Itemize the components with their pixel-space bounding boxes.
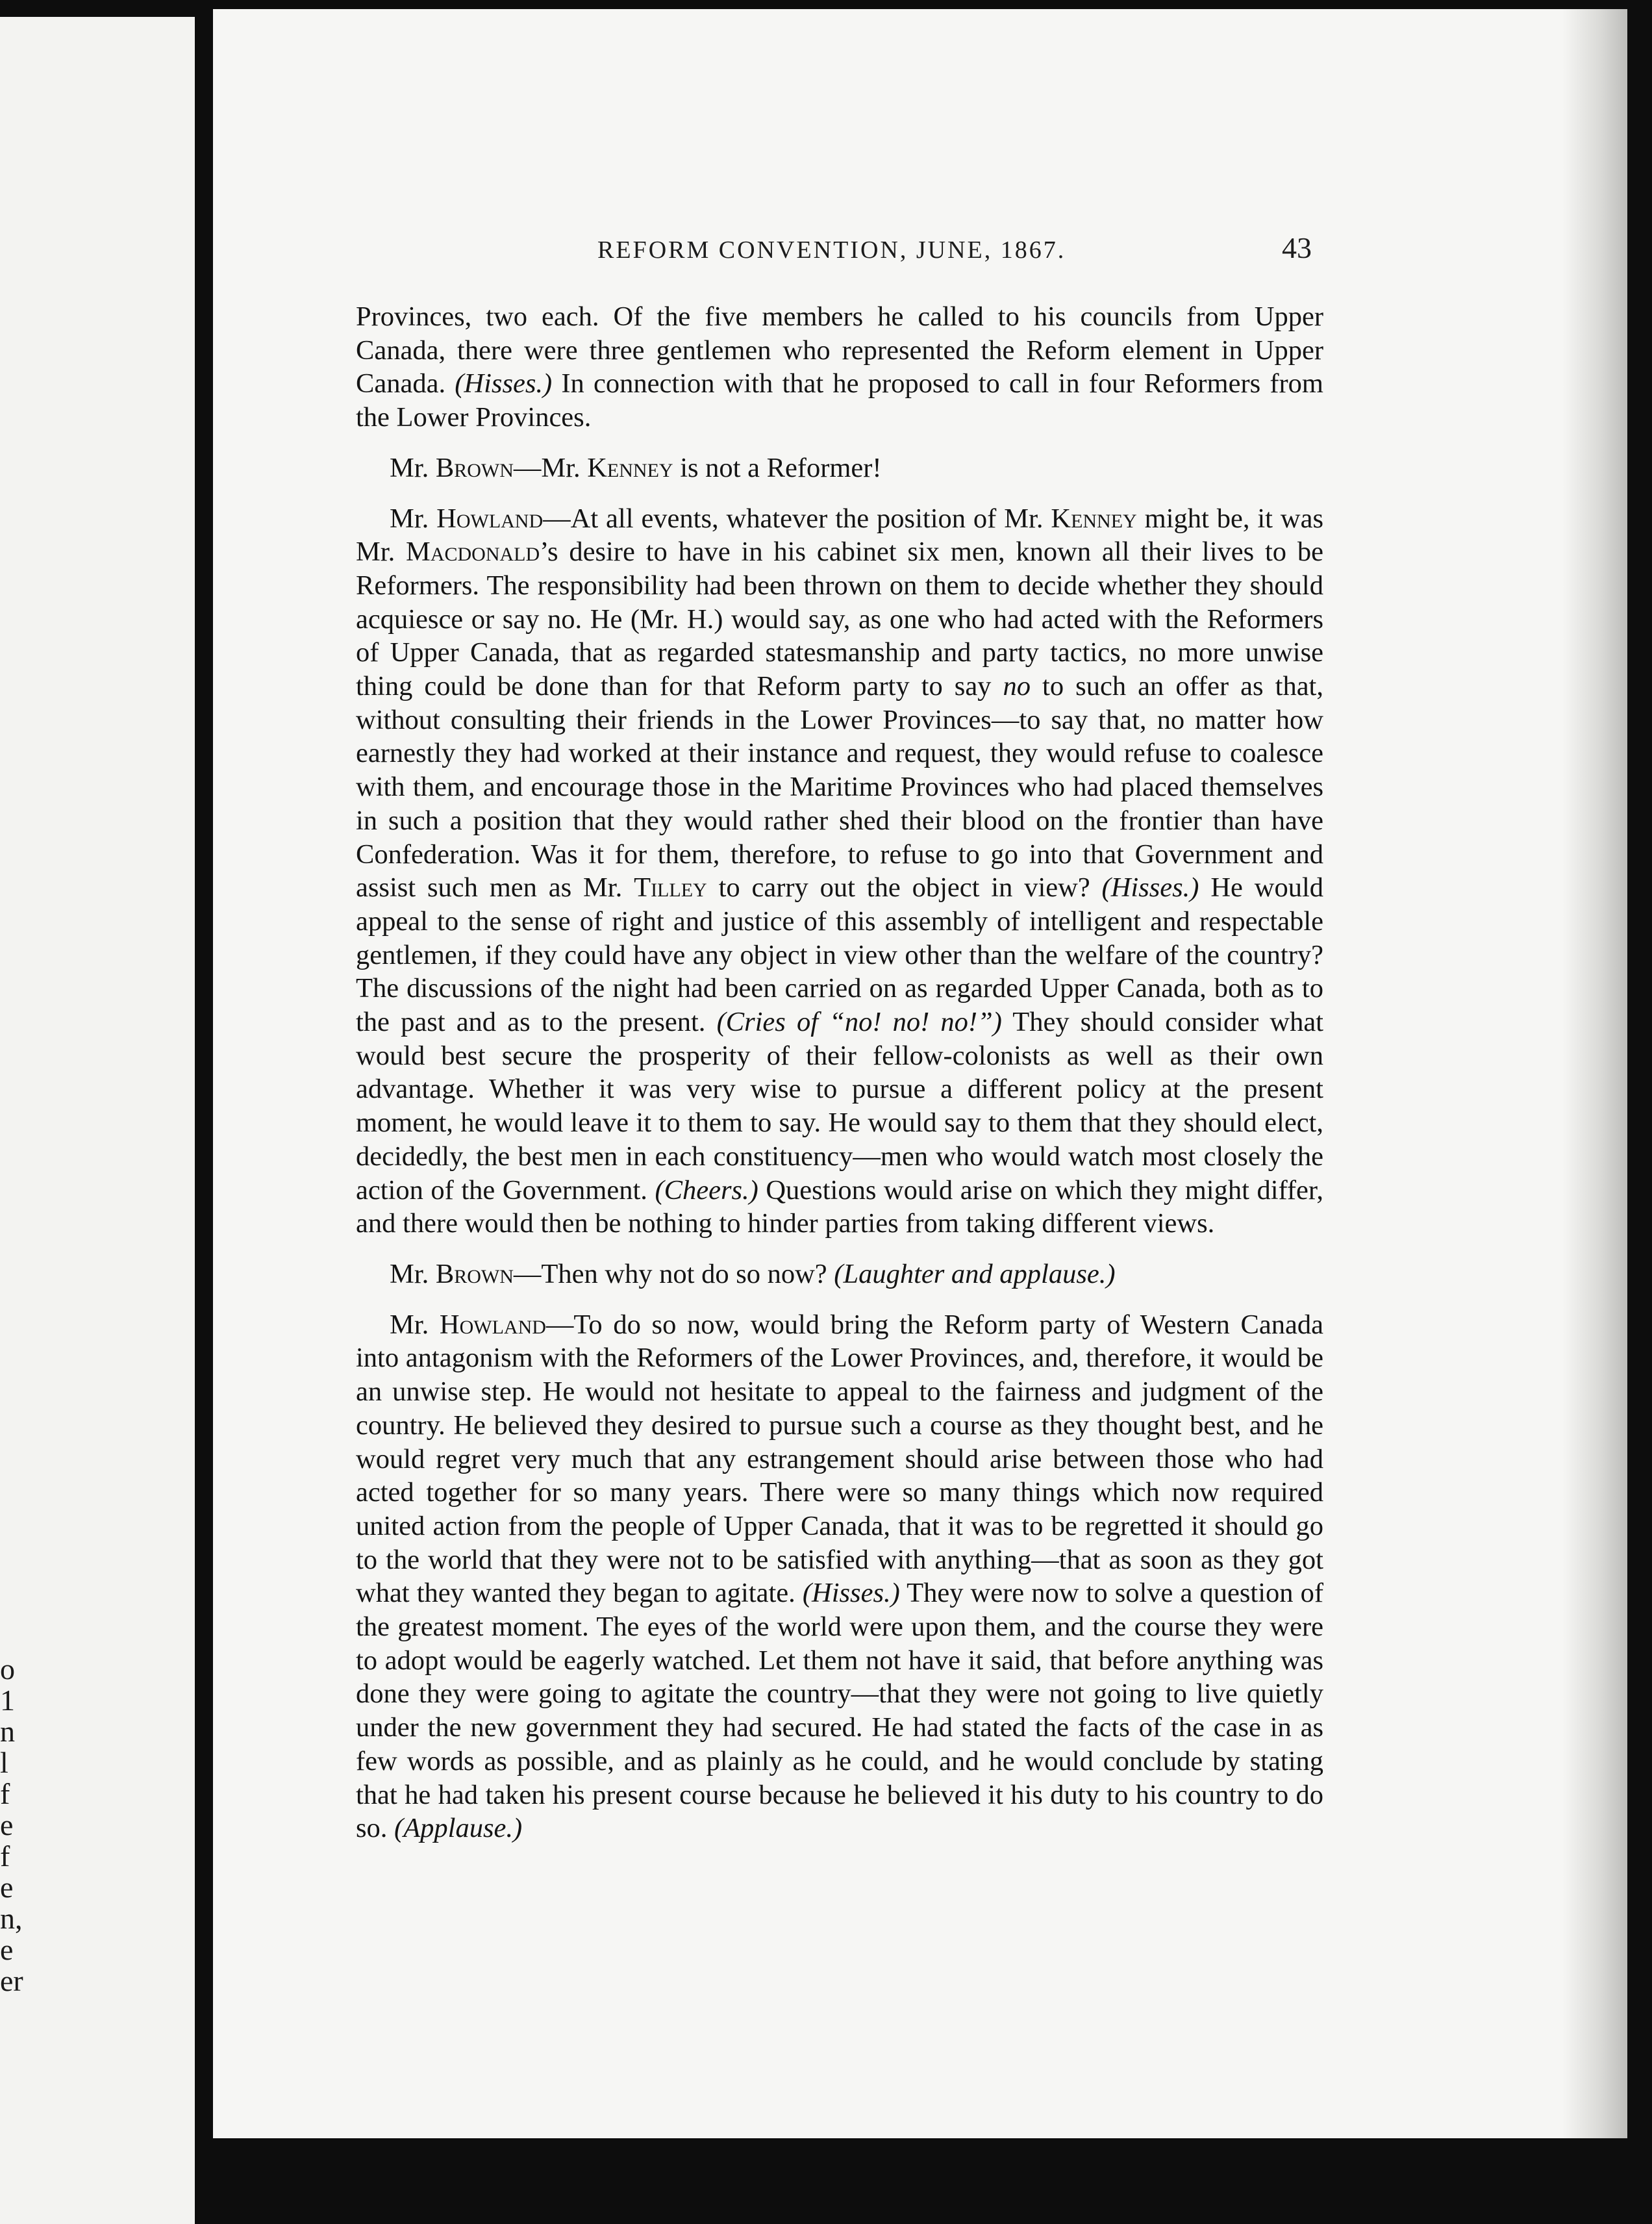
stage-direction: (Applause.) bbox=[394, 1813, 523, 1844]
speaker-name: Brown bbox=[435, 1258, 514, 1289]
text-run: In connection with that he proposed to call in four Reformers from the Lower Provinces. bbox=[356, 368, 1323, 433]
left-fragment: o bbox=[0, 1652, 15, 1686]
text-run: is not a Reformer! bbox=[673, 452, 882, 483]
text-run: Mr. bbox=[390, 1258, 436, 1289]
text-run: Questions would arise on which they might differ, and there would then be nothing to hinder parties from taking different views. bbox=[356, 1174, 1323, 1239]
left-fragment: e bbox=[0, 1808, 14, 1841]
text-run: Mr. bbox=[390, 452, 436, 483]
paragraph bbox=[356, 300, 1323, 435]
text-run: Provinces, two each. Of the five members he called to his councils from Upper Canada, there were three gentlemen who represented the Reform element in Upper Canada. bbox=[356, 301, 1323, 399]
text-run: They should consider what would best secure the prosperity of their fellow-colonists as well as their own advantage. Whether it was very wise to pursue a different policy at the present moment, he would leave it to them to say. He would say to them that they should elect, decidedly, the best men in each constituency—men who would watch most closely the action of the Government. bbox=[356, 1007, 1323, 1206]
stage-direction: no bbox=[1003, 671, 1031, 702]
text-run: Mr. bbox=[390, 503, 437, 534]
paragraph bbox=[356, 1308, 1323, 1845]
running-title: REFORM CONVENTION, JUNE, 1867. bbox=[597, 236, 1066, 264]
speaker-name: Macdonald bbox=[406, 537, 540, 568]
left-fragment: f bbox=[0, 1839, 10, 1873]
speaker-name: Kenney bbox=[587, 452, 673, 483]
text-run: Mr. bbox=[390, 1309, 440, 1340]
page-edge-shadow bbox=[1562, 9, 1627, 2138]
left-fragment: er bbox=[0, 1964, 23, 1997]
speaker-name: Howland bbox=[439, 1309, 546, 1340]
stage-direction: (Laughter and applause.) bbox=[834, 1258, 1116, 1289]
speaker-name: Kenney bbox=[1051, 503, 1137, 534]
paragraph bbox=[356, 502, 1323, 1241]
speaker-name: Brown bbox=[435, 452, 514, 483]
text-run: —At all events, whatever the position of Mr. bbox=[543, 503, 1051, 534]
stage-direction: (Hisses.) bbox=[1101, 872, 1199, 904]
text-run: He would appeal to the sense of right and justice of this assembly of intelligent and respectable gentlemen, if they could have any object in view other than the welfare of the country? The discussions of the night had been carried on as regarded Upper Canada, both as to the past and as to the present. bbox=[356, 872, 1323, 1038]
left-page-text-fragments bbox=[0, 1654, 26, 1997]
left-fragment: e bbox=[0, 1933, 14, 1966]
left-fragment: 1 bbox=[0, 1684, 15, 1717]
body-text bbox=[356, 300, 1323, 1845]
text-run: to such an offer as that, without consulting their friends in the Lower Provinces—to say that, no matter how earnestly they had worked at their instance and request, they would refuse to coalesce with them, and encourage those in the Maritime Provinces who had placed themselves in such a position that they would rather shed their blood on the frontier than have Confederation. Was it for them, therefore, to refuse to go into that Government and assist such men as Mr. bbox=[356, 671, 1323, 904]
stage-direction: (Cheers.) bbox=[655, 1174, 758, 1206]
left-fragment: e bbox=[0, 1871, 14, 1904]
page-number: 43 bbox=[1282, 231, 1312, 264]
text-run: ’s desire to have in his cabinet six men, known all their lives to be Reformers. The responsibility had been thrown on them to decide whether they should acquiesce or say no. He (Mr. H.) would say, as one who had acted with the Reformers of Upper Canada, that as regarded statesmanship and party tactics, no more unwise thing could be done than for that Reform party to say bbox=[356, 537, 1323, 702]
text-run: —Mr. bbox=[513, 452, 588, 483]
left-fragment: l bbox=[0, 1746, 8, 1779]
text-run: They were now to solve a question of the greatest moment. The eyes of the world were upon them, and the course they were to adopt would be eagerly watched. Let them not have it said, that before anything was done they were going to agitate the country—that they were not going to live quietly under the new government they had secured. He had stated the facts of the case in as few words as possible, and as plainly as he could, and he would conclude by stating that he had taken his present course because he believed it his duty to his country to do so. bbox=[356, 1578, 1324, 1844]
text-run: to carry out the object in view? bbox=[707, 872, 1102, 904]
speaker-name: Tilley bbox=[634, 872, 707, 904]
left-fragment: n bbox=[0, 1715, 15, 1748]
stage-direction: (Cries of “no! no! no!”) bbox=[716, 1007, 1002, 1038]
left-fragment: n, bbox=[0, 1902, 23, 1935]
page-header bbox=[597, 231, 1312, 270]
text-run: —To do so now, would bring the Reform party of Western Canada into antagonism with the Reformers of the Lower Provinces, and, therefore, it would be an unwise step. He would not hesitate to appeal to the fairness and judgment of the country. He believed they desired to pursue such a course as they thought best, and he would regret very much that any estrangement should arise between those who had acted together for so many years. There were so many things which now required united action from the people of Upper Canada, that it was to be regretted it should go to the world that they were not to be satisfied with anything—that as soon as they got what they wanted they began to agitate. bbox=[356, 1309, 1323, 1609]
text-run: —Then why not do so now? bbox=[513, 1258, 834, 1289]
speaker-name: Howland bbox=[436, 503, 544, 534]
stage-direction: (Hisses.) bbox=[802, 1578, 900, 1609]
text-run: might be, it was Mr. bbox=[356, 503, 1323, 568]
stage-direction: (Hisses.) bbox=[455, 368, 553, 399]
left-fragment: f bbox=[0, 1777, 10, 1810]
paragraph bbox=[356, 451, 1323, 485]
paragraph bbox=[356, 1257, 1323, 1291]
left-page bbox=[0, 17, 195, 2224]
